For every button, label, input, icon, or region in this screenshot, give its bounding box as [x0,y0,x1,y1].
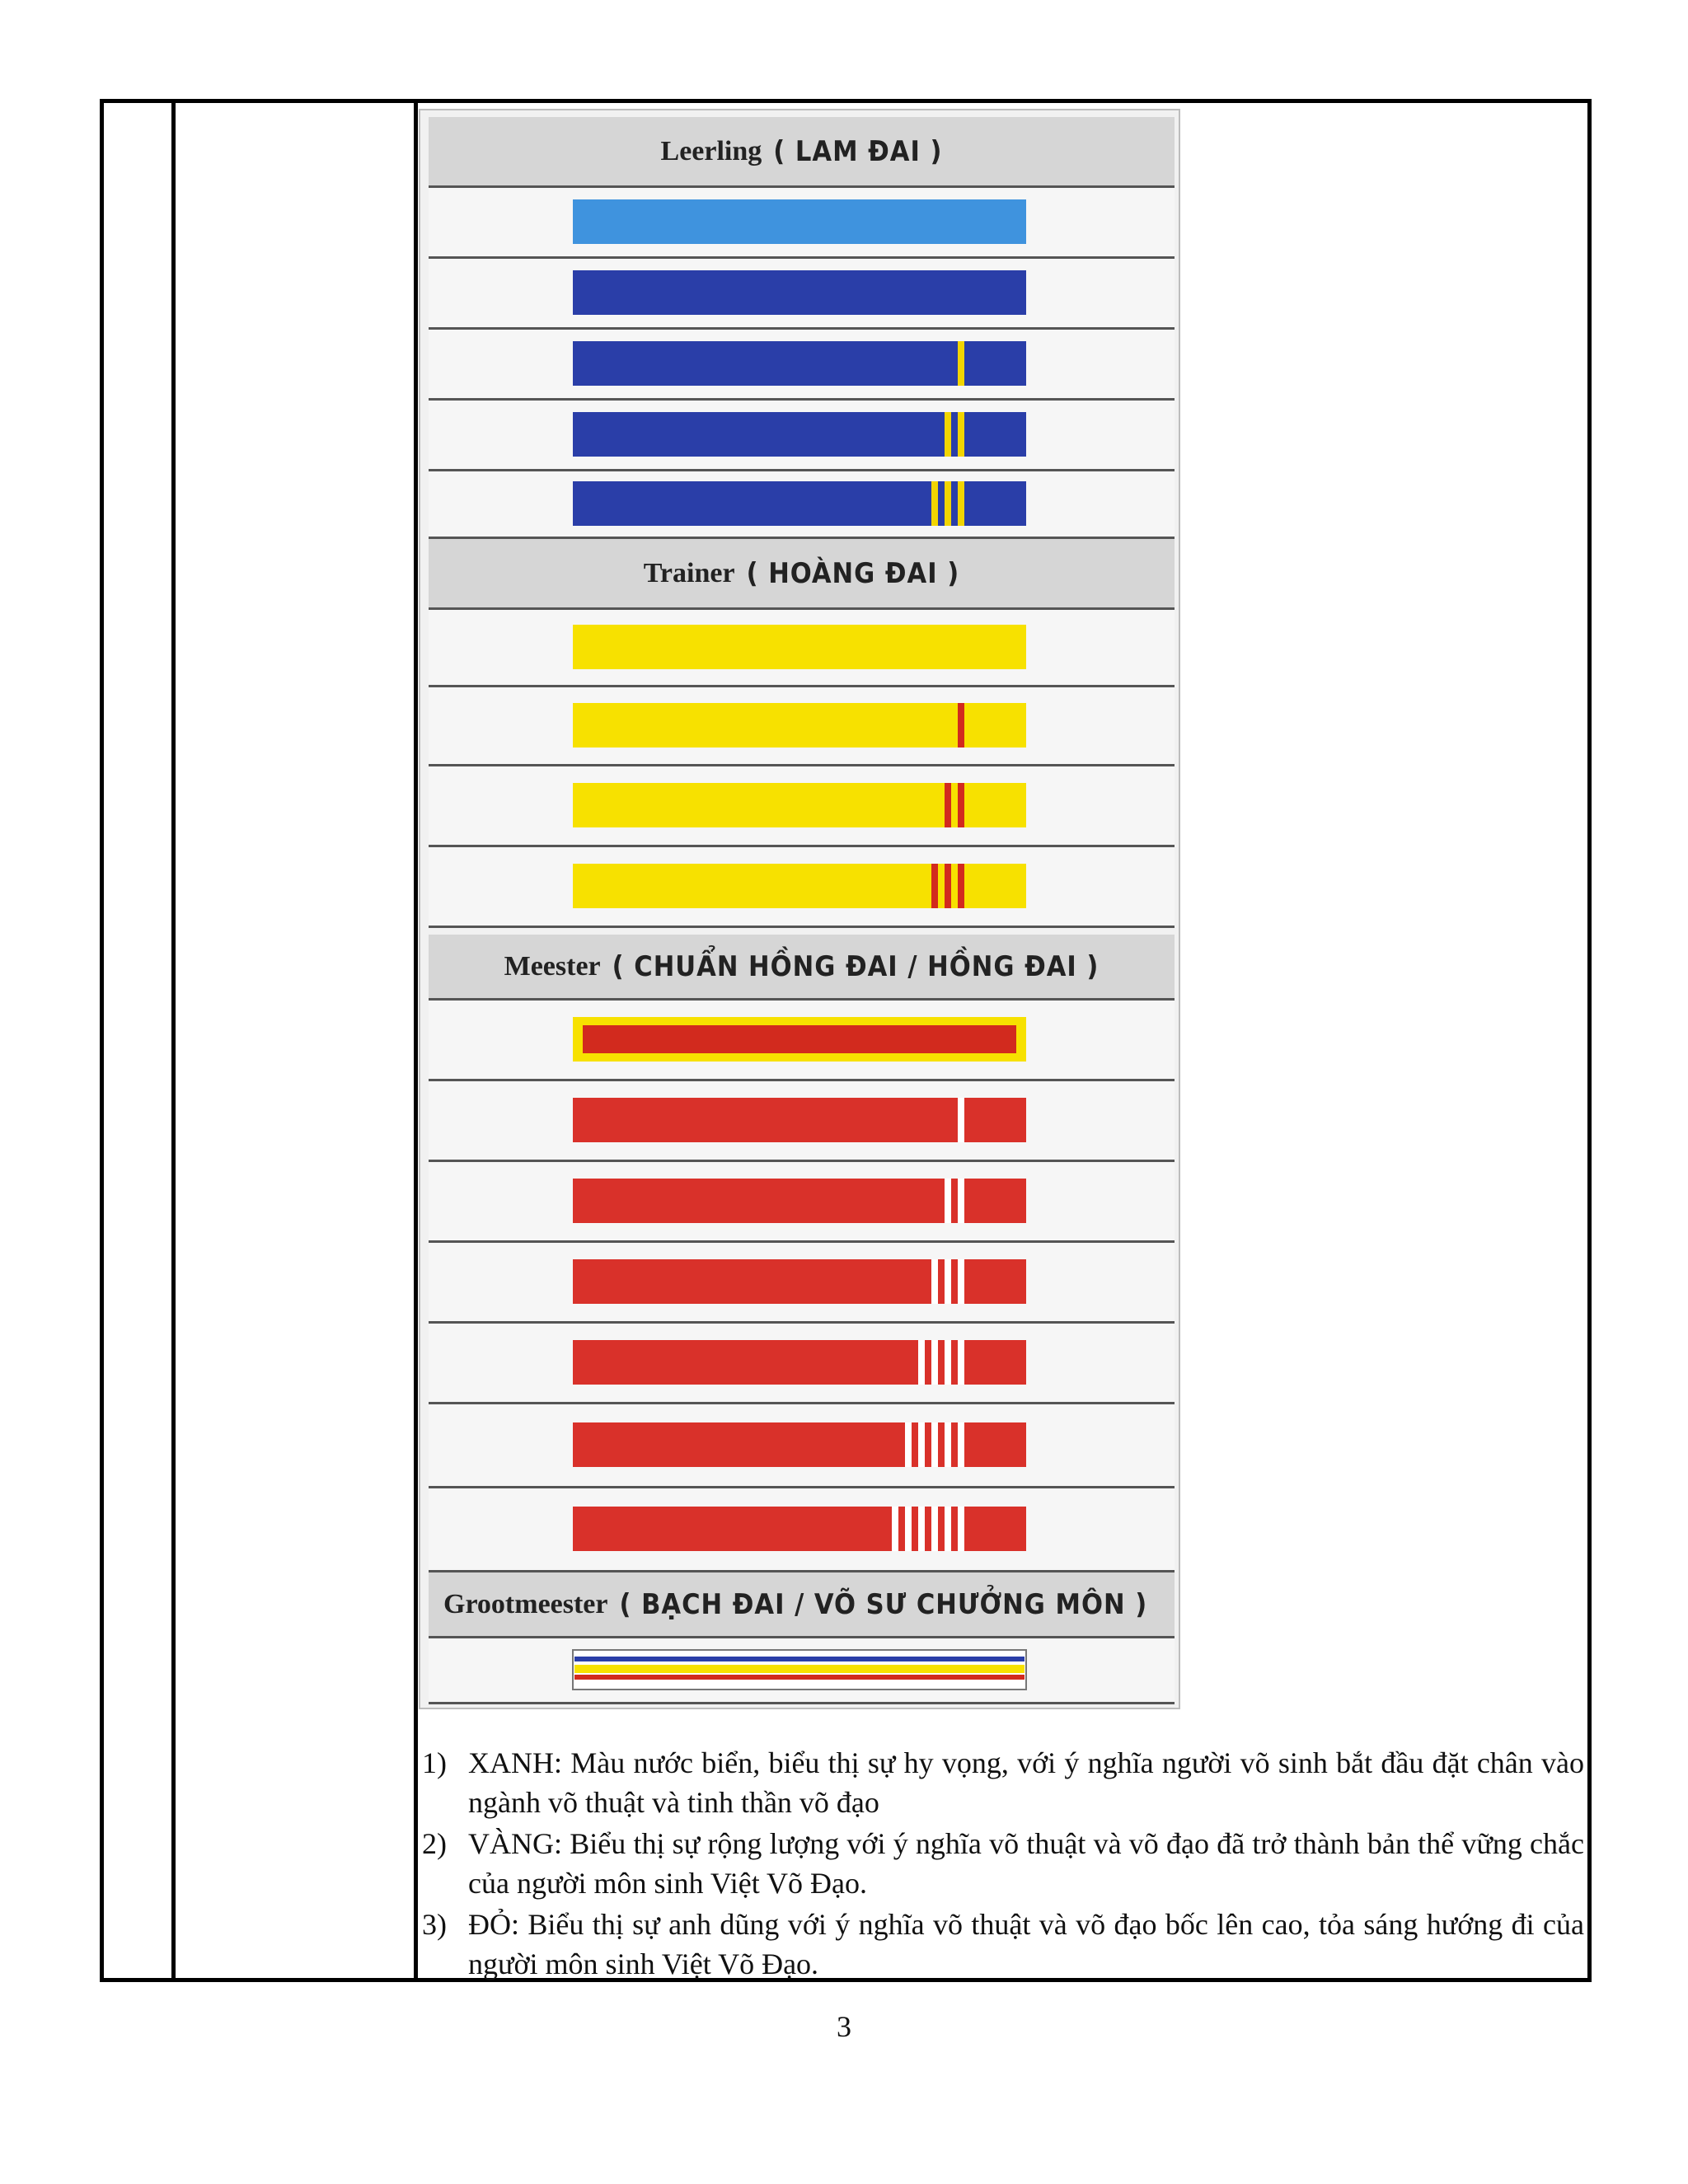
caption-number: 2) [422,1827,447,1860]
caption-item [422,1743,1584,1822]
caption-number: 3) [422,1908,447,1941]
belt-graphic [429,471,1175,537]
belt-row [429,471,1175,539]
belt-row [429,1488,1175,1572]
table-column-divider [414,103,418,1978]
belt-rank-stripe [931,1259,938,1304]
belt-rank-stripe [892,1507,898,1551]
belt-graphic [429,1081,1175,1160]
belt-graphic [429,259,1175,327]
belt-rank-stripe [958,1098,964,1142]
belt-row [429,1324,1175,1404]
table-column-divider [171,103,176,1978]
belt-graphic [429,1488,1175,1570]
belt-graphic [429,1243,1175,1321]
belt-body [583,1025,1016,1053]
belt-row [429,766,1175,847]
caption-item [422,1905,1584,1984]
caption-text: XANH: Màu nước biển, biểu thị sự hy vọng, với ý nghĩa người võ sinh bắt đầu đặt chân vào ngành võ thuật và tinh thần võ đạo [468,1746,1584,1819]
belt-rank-stripe [945,783,951,827]
belt-rank-stripe [905,1507,912,1551]
belt-rank-stripe [945,1422,951,1467]
belt-rank-stripe [931,1422,938,1467]
belt-rank-stripe [931,864,938,908]
belt-rank-stripe [918,1340,925,1385]
belt-rank-stripe [931,481,938,526]
belt-graphic [429,1638,1175,1702]
belt-rank-stripe [918,1422,925,1467]
section-header-grootmeester [429,1572,1175,1638]
belt-rank-stripe [931,1340,938,1385]
page-number: 3 [837,2010,851,2043]
belt-stripe-blue [574,1657,1025,1661]
section-name: Trainer [643,557,735,588]
belt-rank-stripe [958,1507,964,1551]
belt-body [573,270,1026,315]
belt-rank-stripe [958,783,964,827]
belt-row [429,259,1175,330]
belt-rank-stripe [958,1179,964,1223]
belt-row [429,1638,1175,1704]
section-name: Meester [504,950,601,982]
belt-stripe-yellow [574,1665,1025,1673]
belt-rank-stripe [931,1507,938,1551]
belt-rank-stripe [958,341,964,386]
belt-rank-stripe [945,1507,951,1551]
section-header-trainer [429,539,1175,610]
belt-rank-stripe [945,1259,951,1304]
belt-rank-stripe [958,703,964,748]
belt-rank-stripe [945,481,951,526]
belt-row [429,1404,1175,1488]
belt-graphic [429,401,1175,469]
section-name: Grootmeester [443,1588,608,1619]
belt-row [429,188,1175,259]
caption-text: VÀNG: Biểu thị sự rộng lượng với ý nghĩa võ thuật và võ đạo đã trở thành bản thể vững chắc của người môn sinh Việt Võ Đạo. [468,1827,1584,1900]
belt-rank-stripe [958,1259,964,1304]
section-subtitle: ( CHUẨN HỒNG ĐAI / HỒNG ĐAI ) [612,949,1100,983]
belt-rank-stripe [958,412,964,457]
section-subtitle: ( HOÀNG ĐAI ) [746,556,960,590]
belt-stripe-red [574,1675,1025,1680]
belt-rank-stripe [945,1340,951,1385]
caption-item [422,1824,1584,1903]
section-name: Leerling [660,135,762,166]
section-header-leerling [429,117,1175,188]
caption-text: ĐỎ: Biểu thị sự anh dũng với ý nghĩa võ thuật và võ đạo bốc lên cao, tỏa sáng hướng đi của người môn sinh Việt Võ Đạo. [468,1908,1584,1980]
belt-row [429,1001,1175,1081]
belt-graphic [429,610,1175,685]
belt-row [429,401,1175,471]
belt-body [573,199,1026,244]
belt-graphic [429,188,1175,256]
belt-rank-stripe [958,1340,964,1385]
belt-body [573,625,1026,669]
section-header-meester [429,935,1175,1001]
belt-row [429,1243,1175,1324]
section-subtitle: ( BẠCH ĐAI / VÕ SƯ CHƯỞNG MÔN ) [619,1587,1148,1621]
belt-rank-stripe [918,1507,925,1551]
belt-graphic [429,1162,1175,1240]
belt-graphic [429,766,1175,845]
belt-row [429,330,1175,401]
belt-graphic [429,1404,1175,1486]
belt-rank-stripe [945,1179,951,1223]
belt-rank-stripe [958,864,964,908]
belt-rank-stripe [945,864,951,908]
section-subtitle: ( LAM ĐAI ) [773,134,943,168]
belt-graphic [429,687,1175,764]
belt-row [429,1162,1175,1243]
caption-number: 1) [422,1746,447,1779]
belt-rank-stripe [958,481,964,526]
belt-row [429,1081,1175,1162]
belt-rank-stripe [958,1422,964,1467]
belt-row [429,687,1175,766]
belt-graphic [429,1324,1175,1402]
belt-graphic [429,330,1175,398]
belt-rank-stripe [945,412,951,457]
belt-graphic [429,847,1175,926]
belt-rank-stripe [905,1422,912,1467]
belt-row [429,610,1175,687]
belt-row [429,847,1175,928]
belt-rank-chart [419,109,1180,1709]
belt-graphic [429,1001,1175,1079]
